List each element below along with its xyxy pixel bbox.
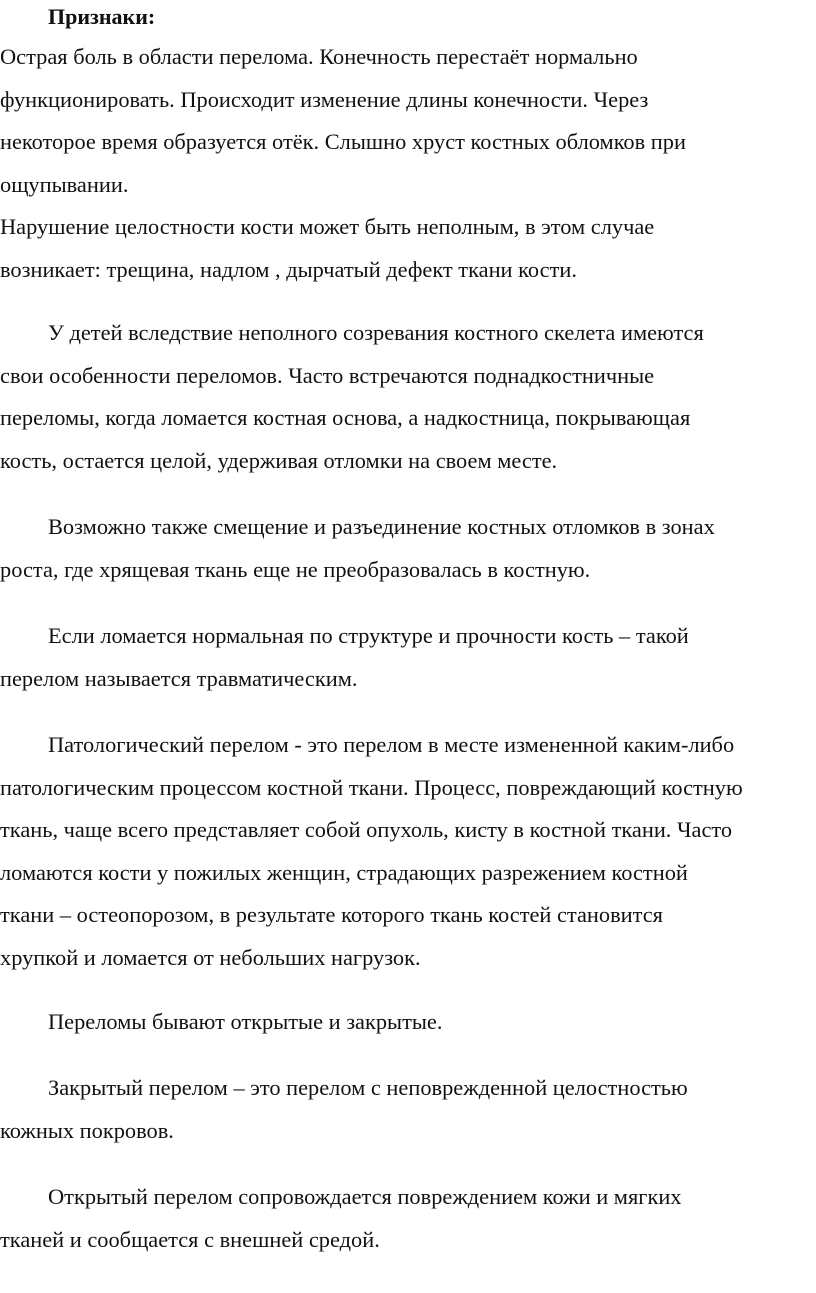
text-line: Закрытый перелом – это перелом с неповрежденной целостностью (48, 1075, 688, 1100)
text-line: ткани – остеопорозом, в результате которого ткань костей становится (0, 902, 663, 927)
text-line: Открытый перелом сопровождается повреждением кожи и мягких (48, 1184, 682, 1209)
text-line: Переломы бывают открытые и закрытые. (48, 1009, 443, 1034)
text-line: роста, где хрящевая ткань еще не преобразовалась в костную. (0, 556, 591, 582)
text-line: Патологический перелом - это перелом в месте измененной каким-либо (48, 732, 735, 757)
text-line: Нарушение целостности кости может быть неполным, в этом случае (0, 214, 655, 239)
text-line: ткань, чаще всего представляет собой опухоль, кисту в костной ткани. Часто (0, 817, 733, 842)
text-line: перелом называется травматическим. (0, 665, 358, 691)
paragraph-traumatic (0, 615, 816, 700)
text-line: кожных покровов. (0, 1117, 174, 1143)
paragraph-symptoms (0, 36, 816, 291)
text-line: свои особенности переломов. Часто встречаются поднадкостничные (0, 362, 655, 388)
text-line: функционировать. Происходит изменение длины конечности. Через (0, 86, 649, 112)
text-line: Возможно также смещение и разъединение костных отломков в зонах (48, 514, 715, 539)
section-heading: Признаки: (48, 4, 156, 29)
text-line: кость, остается целой, удерживая отломки на своем месте. (0, 447, 558, 473)
text-line: патологическим процессом костной ткани. Процесс, повреждающий костную (0, 774, 743, 800)
text-line: Острая боль в области перелома. Конечность перестаёт нормально (0, 44, 638, 69)
text-line: переломы, когда ломается костная основа, а надкостница, покрывающая (0, 405, 691, 430)
paragraph-closed-fracture (0, 1067, 816, 1152)
text-line: тканей и сообщается с внешней средой. (0, 1226, 380, 1252)
text-line: Если ломается нормальная по структуре и прочности кость – такой (48, 623, 689, 648)
paragraph-pathological (0, 724, 816, 979)
text-line: хрупкой и ломается от небольших нагрузок. (0, 944, 421, 970)
text-line: ломаются кости у пожилых женщин, страдающих разрежением костной (0, 859, 688, 885)
text-line: некоторое время образуется отёк. Слышно хруст костных обломков при (0, 129, 686, 154)
paragraph-displacement (0, 506, 816, 591)
paragraph-open-fracture (0, 1176, 816, 1261)
text-line: У детей вследствие неполного созревания костного скелета имеются (48, 320, 704, 345)
text-line: ощупывании. (0, 171, 129, 197)
paragraph-fracture-types (0, 1001, 816, 1044)
paragraph-children-fractures (0, 312, 816, 482)
text-line: возникает: трещина, надлом , дырчатый дефект ткани кости. (0, 256, 577, 282)
